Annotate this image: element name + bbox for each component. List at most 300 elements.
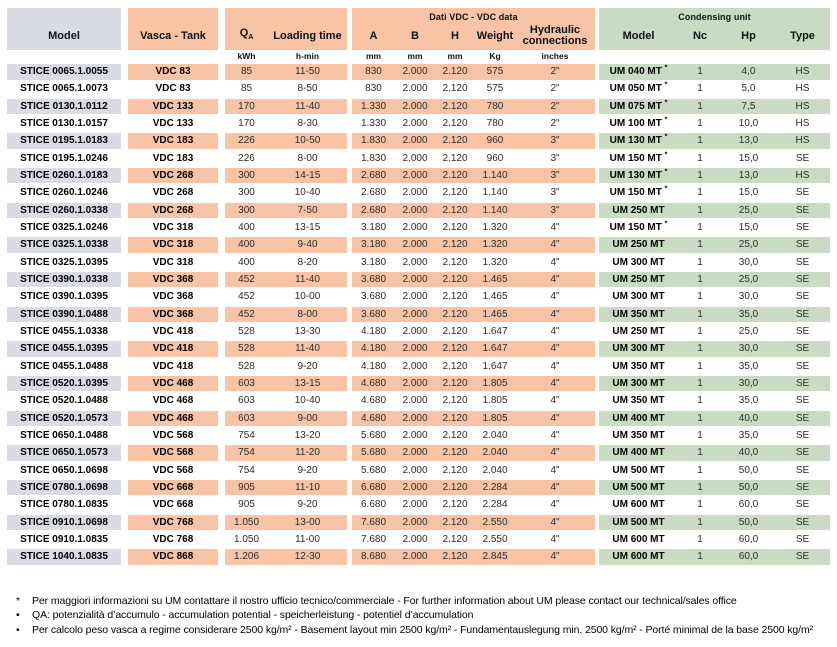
cu-model-cell: UM 050 MT *: [609, 82, 668, 95]
vdc-data-band: [352, 151, 595, 167]
model-cell: STICE 0130.1.0112: [7, 99, 121, 115]
condensing-band: [599, 480, 830, 496]
hydraulic-cell: 3": [550, 152, 560, 164]
model-cell: STICE 0065.1.0073: [20, 83, 108, 95]
model-cell: STICE 0455.1.0395: [7, 341, 121, 357]
a-cell: 1.830: [360, 135, 387, 147]
type-cell: SE: [795, 429, 810, 441]
table-row: [7, 324, 837, 340]
b-cell: 2.000: [402, 221, 428, 233]
table-row: [7, 168, 837, 184]
hp-cell: 50,0: [738, 464, 759, 476]
vdc-data-band: [352, 480, 595, 496]
nc-cell: 1: [697, 187, 703, 199]
hydraulic-cell: 4": [550, 447, 560, 459]
qa-loading-band: [225, 81, 347, 97]
qa-cell: 226: [238, 135, 255, 147]
model-cell: STICE 0650.1.0698: [20, 464, 108, 476]
hp-cell: 35,0: [738, 395, 759, 407]
model-cell: STICE 0650.1.0488: [20, 429, 108, 441]
nc-cell: 1: [697, 395, 703, 407]
tank-cell: VDC 668: [128, 480, 218, 496]
b-cell: 2.000: [402, 152, 428, 164]
unit-hmin: h-min: [295, 51, 320, 61]
hp-cell: 15,0: [738, 221, 759, 233]
header-weight-label: Weight: [476, 29, 514, 42]
qa-cell: 400: [238, 256, 255, 268]
hydraulic-cell: 3": [550, 187, 560, 199]
weight-cell: 1.647: [482, 325, 508, 337]
nc-cell: 1: [697, 100, 703, 112]
model-cell: STICE 0130.1.0157: [20, 117, 108, 129]
hydraulic-cell: 4": [550, 464, 560, 476]
unit-kg: Kg: [489, 51, 501, 61]
h-cell: 2.120: [442, 360, 468, 372]
qa-loading-band: [225, 237, 347, 253]
condensing-band: [599, 549, 830, 565]
table-row: [7, 255, 837, 271]
qa-cell: 1.206: [233, 551, 260, 563]
hp-cell: 60,0: [738, 499, 759, 511]
vdc-data-band: [352, 255, 595, 271]
condensing-band: [599, 359, 830, 375]
nc-cell: 1: [697, 464, 703, 476]
vdc-data-band: [352, 185, 595, 201]
condensing-band: [599, 411, 830, 427]
model-cell: STICE 0390.1.0488: [7, 307, 121, 323]
table-row: [7, 532, 837, 548]
header-qa-label: $Q_A$: [239, 27, 254, 42]
table-row: [7, 428, 837, 444]
model-cell: STICE 0520.1.0573: [7, 411, 121, 427]
h-cell: 2.120: [442, 256, 468, 268]
loading-time-cell: 11-20: [295, 447, 320, 459]
hydraulic-cell: 2": [550, 117, 560, 129]
h-cell: 2.120: [442, 100, 468, 112]
vdc-data-band: [352, 81, 595, 97]
tank-cell: VDC 133: [128, 99, 218, 115]
nc-cell: 1: [697, 533, 703, 545]
b-cell: 2.000: [402, 551, 428, 563]
b-cell: 2.000: [402, 169, 428, 181]
model-cell: STICE 0780.1.0698: [7, 480, 121, 496]
loading-time-cell: 9-00: [297, 412, 318, 424]
footnote-marker: •: [16, 623, 20, 636]
type-cell: SE: [795, 273, 810, 285]
condensing-band: [599, 376, 830, 392]
tank-cell: VDC 133: [152, 117, 194, 129]
type-cell: SE: [795, 239, 810, 251]
vdc-data-band: [352, 237, 595, 253]
tank-cell: VDC 318: [152, 221, 194, 233]
condensing-band: [599, 255, 830, 271]
qa-loading-band: [225, 168, 347, 184]
qa-loading-band: [225, 463, 347, 479]
vdc-data-band: [352, 428, 595, 444]
h-cell: 2.120: [442, 395, 468, 407]
b-cell: 2.000: [402, 83, 428, 95]
qa-loading-band: [225, 324, 347, 340]
header-hp-label: Hp: [741, 29, 756, 42]
type-cell: SE: [795, 256, 810, 268]
condensing-band: [599, 220, 830, 236]
qa-cell: 300: [238, 169, 255, 181]
b-cell: 2.000: [402, 135, 428, 147]
type-cell: SE: [795, 152, 810, 164]
model-cell: STICE 0260.1.0338: [7, 203, 121, 219]
nc-cell: 1: [697, 152, 703, 164]
vdc-data-band: [352, 445, 595, 461]
hydraulic-cell: 3": [550, 204, 560, 216]
type-cell: SE: [795, 395, 810, 407]
table-row: [7, 463, 837, 479]
cu-model-cell: UM 130 MT *: [609, 168, 668, 181]
nc-cell: 1: [697, 204, 703, 216]
condensing-band: [599, 428, 830, 444]
tank-cell: VDC 83: [155, 83, 191, 95]
vdc-data-band: [352, 549, 595, 565]
qa-cell: 85: [240, 83, 253, 95]
vdc-data-band: [352, 376, 595, 392]
hp-cell: 5,0: [741, 83, 756, 95]
b-cell: 2.000: [402, 187, 428, 199]
vdc-data-band: [352, 359, 595, 375]
h-cell: 2.120: [442, 464, 468, 476]
b-cell: 2.000: [402, 204, 428, 216]
hp-cell: 35,0: [738, 360, 759, 372]
a-cell: 1.330: [360, 100, 387, 112]
condensing-band: [599, 532, 830, 548]
h-cell: 2.120: [442, 429, 468, 441]
header-cu-model-label: Model: [622, 29, 655, 42]
table-row: [7, 549, 837, 565]
model-cell: STICE 0065.1.0055: [7, 64, 121, 80]
qa-cell: 452: [238, 291, 255, 303]
vdc-data-band: [352, 168, 595, 184]
hydraulic-cell: 2": [550, 100, 560, 112]
hp-cell: 15,0: [738, 187, 759, 199]
qa-cell: 400: [238, 239, 255, 251]
qa-loading-band: [225, 497, 347, 513]
vdc-data-band: [352, 497, 595, 513]
hydraulic-cell: 4": [550, 291, 560, 303]
type-cell: SE: [795, 343, 810, 355]
loading-time-cell: 7-50: [297, 204, 318, 216]
vdc-data-band: [352, 411, 595, 427]
table-row: [7, 220, 837, 236]
cu-model-cell: UM 150 MT *: [609, 185, 668, 199]
tank-cell: VDC 83: [128, 64, 218, 80]
footnote-marker: *: [16, 594, 21, 607]
a-cell: 3.680: [360, 273, 387, 285]
condensing-group-title: Condensing unit: [678, 12, 751, 22]
vdc-data-band: [352, 99, 595, 115]
cu-model-cell: UM 600 MT: [612, 499, 665, 511]
a-cell: 4.680: [360, 377, 387, 389]
cu-model-cell: UM 250 MT: [612, 239, 665, 251]
loading-time-cell: 11-40: [295, 343, 320, 355]
qa-cell: 905: [238, 481, 255, 493]
unit-kwh: kWh: [237, 51, 256, 61]
footnote-text: Per maggiori informazioni su UM contattare il nostro ufficio tecnico/commerciale - For further information about UM please contact our technical/sales office: [32, 594, 737, 607]
a-cell: 3.180: [360, 239, 387, 251]
loading-time-cell: 9-20: [297, 499, 318, 511]
qa-loading-band: [225, 515, 347, 531]
model-cell: STICE 0780.1.0835: [20, 499, 108, 511]
tank-cell: VDC 768: [152, 533, 194, 545]
qa-loading-band: [225, 151, 347, 167]
b-cell: 2.000: [402, 412, 428, 424]
h-cell: 2.120: [442, 499, 468, 511]
weight-cell: 2.845: [482, 551, 508, 563]
model-cell: STICE 0325.1.0338: [7, 237, 121, 253]
condensing-band: [599, 168, 830, 184]
weight-cell: 1.647: [482, 343, 508, 355]
qa-loading-band: [225, 480, 347, 496]
b-cell: 2.000: [402, 533, 428, 545]
b-cell: 2.000: [402, 360, 428, 372]
nc-cell: 1: [697, 83, 703, 95]
b-cell: 2.000: [402, 291, 428, 303]
loading-time-cell: 9-20: [297, 464, 318, 476]
type-cell: HS: [795, 135, 810, 147]
hp-cell: 30,0: [738, 377, 759, 389]
tank-cell: VDC 568: [128, 445, 218, 461]
qa-cell: 603: [238, 377, 255, 389]
hydraulic-cell: 4": [550, 412, 560, 424]
type-cell: SE: [795, 533, 810, 545]
a-cell: 4.180: [360, 343, 387, 355]
hp-cell: 40,0: [738, 447, 759, 459]
weight-cell: 2.550: [482, 516, 508, 528]
cu-model-cell: UM 600 MT: [612, 551, 665, 563]
nc-cell: 1: [697, 551, 703, 563]
qa-cell: 528: [238, 325, 255, 337]
a-cell: 2.680: [360, 169, 387, 181]
cu-model-cell: UM 500 MT: [612, 464, 665, 476]
vdc-data-band: [352, 515, 595, 531]
nc-cell: 1: [697, 360, 703, 372]
nc-cell: 1: [697, 412, 703, 424]
hydraulic-cell: 4": [550, 221, 560, 233]
b-cell: 2.000: [402, 308, 428, 320]
hydraulic-cell: 4": [550, 325, 560, 337]
weight-cell: 575: [486, 66, 504, 77]
nc-cell: 1: [697, 377, 703, 389]
a-cell: 5.680: [360, 429, 387, 441]
table-row: [7, 393, 837, 409]
tank-cell: VDC 368: [128, 307, 218, 323]
nc-cell: 1: [697, 291, 703, 303]
cu-model-cell: UM 150 MT *: [609, 220, 668, 233]
condensing-band: [599, 289, 830, 305]
header-block-vdc-data: [352, 8, 595, 50]
weight-cell: 1.805: [482, 395, 508, 407]
loading-time-cell: 13-00: [294, 516, 321, 528]
model-cell: STICE 0390.1.0338: [7, 272, 121, 288]
nc-cell: 1: [697, 447, 703, 459]
cu-model-cell: UM 350 MT: [612, 395, 665, 407]
a-cell: 4.180: [360, 325, 387, 337]
a-cell: 1.330: [360, 117, 387, 129]
condensing-band: [599, 307, 830, 323]
weight-cell: 1.320: [482, 221, 508, 233]
weight-cell: 1.647: [482, 360, 508, 372]
a-cell: 8.680: [360, 551, 387, 563]
loading-time-cell: 8-20: [297, 256, 318, 268]
tank-cell: VDC 768: [128, 515, 218, 531]
a-cell: 7.680: [360, 533, 387, 545]
vdc-data-band: [352, 463, 595, 479]
qa-loading-band: [225, 532, 347, 548]
b-cell: 2.000: [402, 516, 428, 528]
type-cell: HS: [795, 117, 810, 129]
header-b-label: B: [411, 29, 419, 42]
hydraulic-cell: 3": [550, 135, 560, 147]
model-cell: STICE 0195.1.0183: [7, 133, 121, 149]
loading-time-cell: 11-40: [295, 100, 320, 112]
loading-time-cell: 11-10: [295, 481, 320, 493]
nc-cell: 1: [697, 516, 703, 528]
vdc-data-band: [352, 393, 595, 409]
b-cell: 2.000: [402, 239, 428, 251]
model-cell: STICE 0455.1.0488: [20, 360, 108, 372]
h-cell: 2.120: [442, 239, 468, 251]
tank-cell: VDC 183: [128, 133, 218, 149]
loading-time-cell: 9-40: [297, 239, 318, 251]
hp-cell: 7,5: [741, 100, 756, 112]
qa-cell: 905: [238, 499, 255, 511]
weight-cell: 1.320: [482, 256, 508, 268]
tank-cell: VDC 368: [152, 291, 194, 303]
type-cell: SE: [795, 464, 810, 476]
a-cell: 5.680: [360, 464, 387, 476]
tank-cell: VDC 668: [152, 499, 194, 511]
table-row: [7, 81, 837, 97]
weight-cell: 1.465: [482, 308, 508, 320]
hydraulic-cell: 2": [550, 66, 560, 77]
hp-cell: 13,0: [738, 169, 759, 181]
qa-cell: 452: [238, 273, 255, 285]
weight-cell: 960: [486, 135, 504, 147]
hydraulic-cell: 3": [550, 169, 560, 181]
footnote-qa-definition: [14, 608, 837, 623]
qa-cell: 400: [238, 221, 255, 233]
h-cell: 2.120: [442, 325, 468, 337]
weight-cell: 575: [486, 83, 504, 95]
cu-model-cell: UM 500 MT: [612, 516, 665, 528]
tank-cell: VDC 268: [128, 203, 218, 219]
tank-cell: VDC 468: [152, 395, 194, 407]
condensing-band: [599, 133, 830, 149]
a-cell: 4.680: [360, 412, 387, 424]
weight-cell: 2.284: [482, 481, 508, 493]
hp-cell: 10,0: [738, 117, 759, 129]
vdc-data-band: [352, 324, 595, 340]
vdc-group-title: Dati VDC - VDC data: [429, 12, 518, 22]
qa-cell: 300: [238, 187, 255, 199]
model-cell: STICE 0520.1.0488: [20, 395, 108, 407]
type-cell: SE: [795, 551, 810, 563]
table-rows: [7, 64, 837, 565]
cu-model-cell: UM 040 MT *: [609, 64, 668, 77]
hp-cell: 35,0: [738, 429, 759, 441]
nc-cell: 1: [697, 325, 703, 337]
cu-model-cell: UM 300 MT: [612, 343, 665, 355]
header-nc-label: Nc: [692, 29, 708, 42]
weight-cell: 1.465: [482, 291, 508, 303]
qa-loading-band: [225, 272, 347, 288]
hp-cell: 4,0: [741, 66, 756, 77]
a-cell: 2.680: [360, 204, 387, 216]
type-cell: SE: [795, 308, 810, 320]
tank-cell: VDC 868: [128, 549, 218, 565]
qa-cell: 1.050: [233, 516, 260, 528]
vdc-data-band: [352, 532, 595, 548]
a-cell: 2.680: [360, 187, 387, 199]
b-cell: 2.000: [402, 66, 428, 77]
qa-loading-band: [225, 376, 347, 392]
table-row: [7, 497, 837, 513]
hp-cell: 60,0: [738, 533, 759, 545]
weight-cell: 2.040: [482, 464, 508, 476]
loading-time-cell: 12-30: [294, 551, 321, 563]
type-cell: SE: [795, 325, 810, 337]
loading-time-cell: 11-00: [295, 533, 320, 545]
a-cell: 3.680: [360, 291, 387, 303]
qa-cell: 85: [240, 66, 253, 77]
vdc-data-band: [352, 64, 595, 80]
nc-cell: 1: [697, 308, 703, 320]
b-cell: 2.000: [402, 343, 428, 355]
cu-model-cell: UM 300 MT: [612, 256, 665, 268]
qa-loading-band: [225, 289, 347, 305]
qa-loading-band: [225, 341, 347, 357]
type-cell: SE: [795, 204, 810, 216]
qa-loading-band: [225, 203, 347, 219]
h-cell: 2.120: [442, 135, 468, 147]
h-cell: 2.120: [442, 447, 468, 459]
table-row: [7, 341, 837, 357]
loading-time-cell: 14-15: [294, 169, 321, 181]
condensing-band: [599, 445, 830, 461]
tank-cell: VDC 318: [128, 237, 218, 253]
tank-cell: VDC 368: [128, 272, 218, 288]
type-cell: SE: [795, 447, 810, 459]
hydraulic-cell: 4": [550, 533, 560, 545]
cu-model-cell: UM 300 MT: [612, 377, 665, 389]
cu-model-cell: UM 130 MT *: [609, 133, 668, 147]
header-model-label: Model: [48, 29, 80, 42]
condensing-band: [599, 99, 830, 115]
table-row: [7, 99, 837, 115]
h-cell: 2.120: [442, 551, 468, 563]
type-cell: SE: [795, 360, 810, 372]
type-cell: SE: [795, 481, 810, 493]
table-row: [7, 376, 837, 392]
loading-time-cell: 10-40: [294, 395, 321, 407]
loading-time-cell: 10-50: [294, 135, 321, 147]
type-cell: HS: [795, 66, 810, 77]
footnotes: [7, 594, 837, 638]
a-cell: 3.180: [360, 221, 387, 233]
header-hydraulic-label: Hydraulic connections: [522, 24, 588, 47]
cu-model-cell: UM 400 MT: [612, 412, 665, 424]
hp-cell: 60,0: [738, 551, 759, 563]
tank-cell: VDC 418: [128, 341, 218, 357]
table-row: [7, 133, 837, 149]
type-cell: HS: [795, 83, 810, 95]
